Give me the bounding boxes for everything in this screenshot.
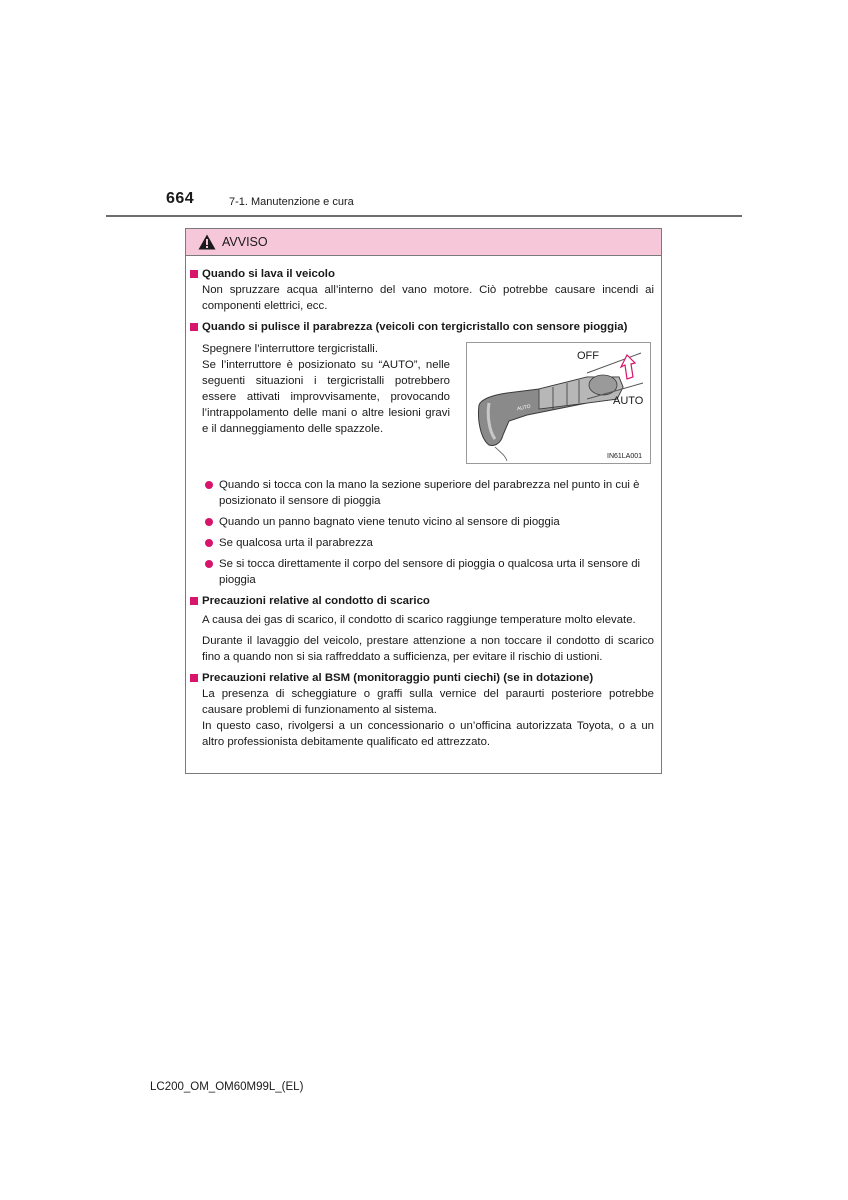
warning-header	[186, 229, 661, 256]
round-bullet-icon	[205, 539, 213, 547]
heading-lavaggio	[190, 266, 654, 282]
paragraph: Durante il lavaggio del veicolo, prestare attenzione a non toccare il condotto di scarico fino a quando non si sia raffreddato a sufficienza, per evitare il rischio di ustioni.	[202, 635, 654, 663]
parabrezza-text	[202, 341, 450, 464]
list-item	[202, 477, 654, 509]
figure-code: IN61LA001	[607, 453, 643, 460]
round-bullet-icon	[205, 518, 213, 526]
warning-title: AVVISO	[222, 235, 268, 249]
round-bullet-icon	[205, 481, 213, 489]
heading-text: Precauzioni relative al condotto di scarico	[202, 595, 430, 607]
figure-label-off: OFF	[577, 350, 599, 362]
heading-bsm	[190, 670, 654, 686]
bullet-list	[190, 477, 654, 588]
square-bullet-icon	[190, 597, 198, 605]
round-bullet-icon	[205, 560, 213, 568]
heading-text: Precauzioni relative al BSM (monitoraggio punti ciechi) (se in dotazione)	[202, 672, 594, 684]
paragraph: In questo caso, rivolgersi a un concessionario o un’officina autorizzata Toyota, o a un altro professionista debitamente qualificato ed attrezzato.	[202, 720, 654, 748]
paragraph: Non spruzzare acqua all’interno del vano motore. Ciò potrebbe causare incendi ai componenti elettrici, ecc.	[202, 284, 654, 312]
list-item-text: Se si tocca direttamente il corpo del sensore di pioggia o qualcosa urta il sensore di pioggia	[219, 558, 641, 586]
square-bullet-icon	[190, 270, 198, 278]
warning-triangle-icon	[198, 234, 216, 250]
heading-text: Quando si pulisce il parabrezza (veicoli con tergicristallo con sensore pioggia)	[202, 321, 628, 333]
list-item-text: Se qualcosa urta il parabrezza	[219, 537, 373, 549]
list-item-text: Quando un panno bagnato viene tenuto vicino al sensore di pioggia	[219, 516, 560, 528]
list-item	[202, 535, 654, 551]
paragraph: Se l’interruttore è posizionato su “AUTO”, nelle seguenti situazioni i tergicristalli potrebbero essere attivati improvvisamente, provocando l’intrappolamento delle mani o altre lesioni gravi e il danneggiamento delle spazzole.	[202, 359, 450, 435]
parabrezza-text-figure	[202, 341, 654, 464]
paragraph: Spegnere l’interruttore tergicristalli.	[202, 343, 378, 355]
warning-content	[186, 256, 661, 750]
header-rule	[106, 215, 742, 217]
warning-box	[185, 228, 662, 774]
section-title: 7-1. Manutenzione e cura	[229, 196, 354, 208]
footer-code: LC200_OM_OM60M99L_(EL)	[150, 1081, 304, 1093]
square-bullet-icon	[190, 323, 198, 331]
wiper-stalk-figure	[466, 342, 651, 464]
heading-parabrezza	[190, 319, 654, 335]
square-bullet-icon	[190, 674, 198, 682]
list-item-text: Quando si tocca con la mano la sezione superiore del parabrezza nel punto in cui è posizionato il sensore di pioggia	[219, 479, 640, 507]
list-item	[202, 556, 654, 588]
heading-scarico	[190, 593, 654, 609]
paragraph: A causa dei gas di scarico, il condotto di scarico raggiunge temperature molto elevate.	[202, 614, 636, 626]
figure-label-auto: AUTO	[613, 395, 644, 407]
page-number: 664	[166, 190, 195, 207]
list-item	[202, 514, 654, 530]
paragraph: La presenza di scheggiature o graffi sulla vernice del paraurti posteriore potrebbe causare problemi di funzionamento al sistema.	[202, 688, 654, 716]
heading-text: Quando si lava il veicolo	[202, 268, 335, 280]
figure-stalk-label-auto: AUTO	[516, 403, 532, 413]
